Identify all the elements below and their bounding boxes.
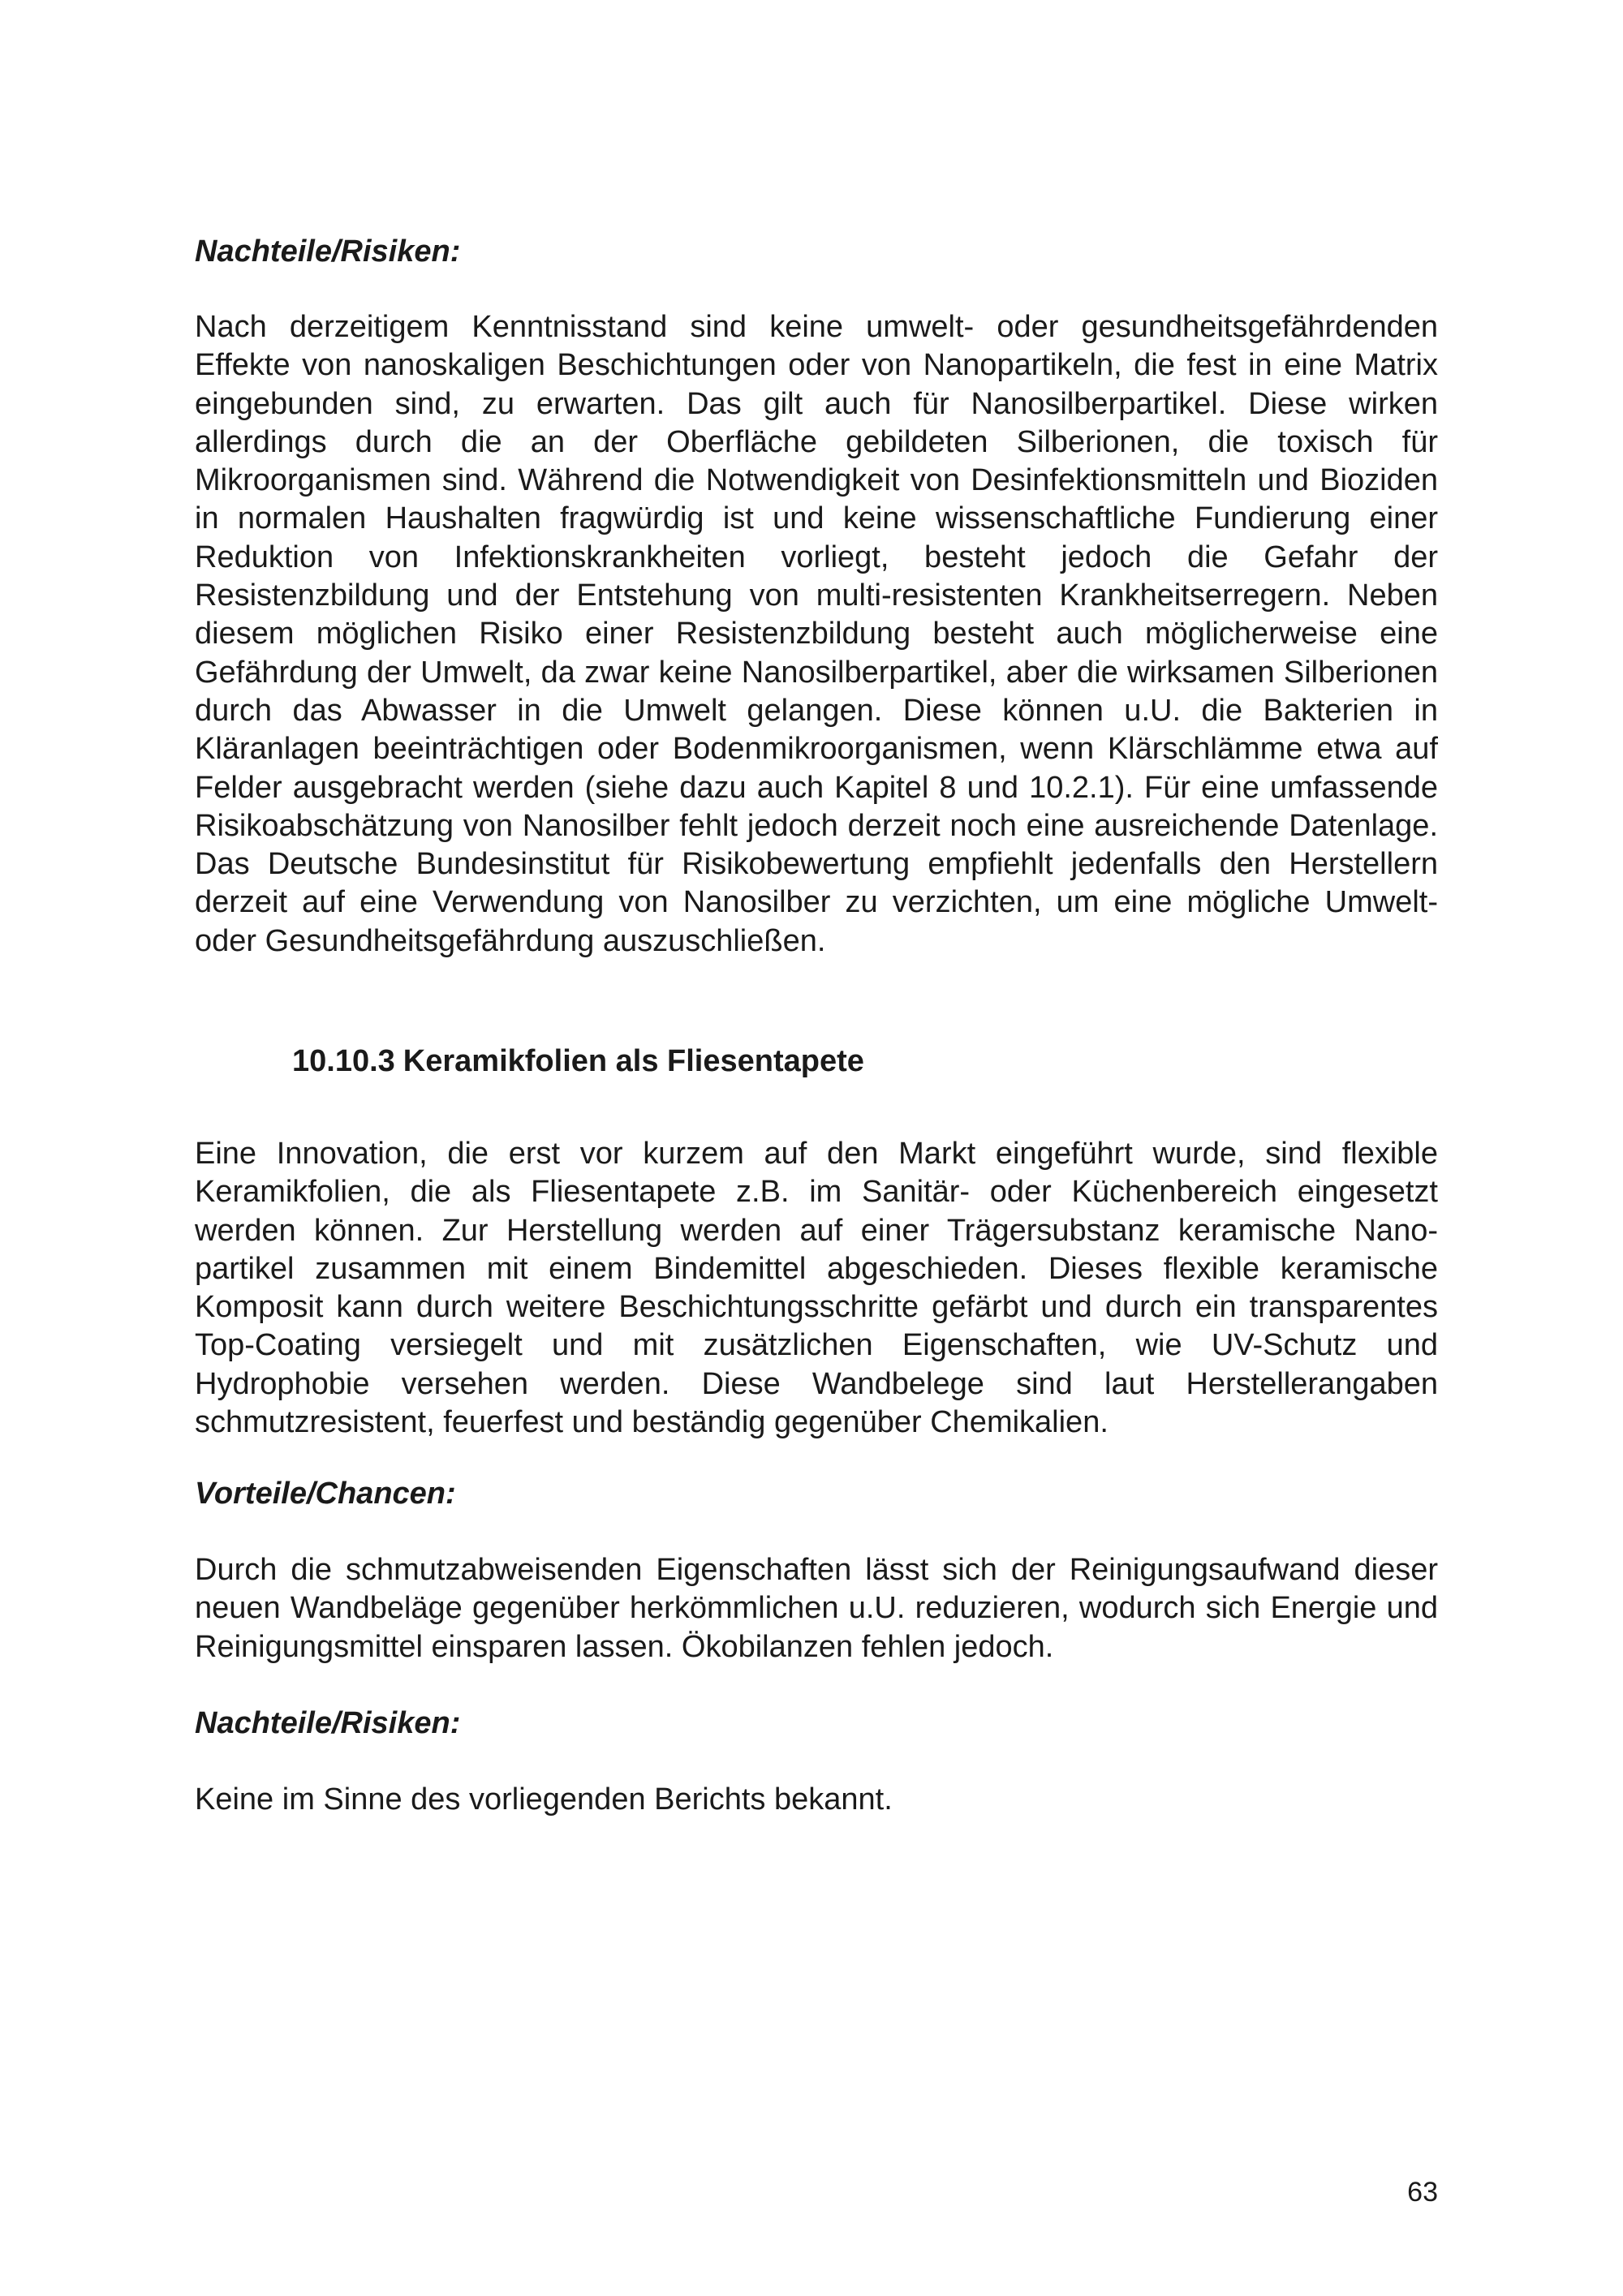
paragraph-advantages: Durch die schmutzabweisenden Eigenschaften lässt sich der Reinigungsaufwand dieser neuen Wandbeläge gegenüber herkömmlichen u.U. reduzieren, wodurch sich Energie und Reinigungsmittel einsparen lassen. Ökobilanzen fehlen jedoch. [195, 1553, 1438, 1664]
section-title-text: Keramikfolien als Fliesentapete [403, 1044, 864, 1078]
page-number: 63 [1407, 2177, 1438, 2208]
subheading-risks-1: Nachteile/Risiken: [195, 234, 461, 269]
paragraph-ceramic-foils: Eine Innovation, die erst vor kurzem auf den Markt eingeführt wurde, sind flexible Keramikfolien, die als Fliesentapete z.B. im Sanitär- oder Küchenbereich eingesetzt werden können. Zur Herstellung werden auf einer Trägersubstanz keramische Nanopartikel zusammen mit einem Bindemittel abgeschieden. Dieses flexible keramische Komposit kann durch weitere Beschichtungsschritte gefärbt und durch ein transparentes Top-Coating versiegelt und mit zusätzlichen Eigenschaften, wie UV-Schutz und Hydrophobie versehen werden. Diese Wandbelege sind laut Herstellerangaben schmutzresistent, feuerfest und beständig gegenüber Chemikalien. [195, 1137, 1438, 1440]
paragraph-risks-none: Keine im Sinne des vorliegenden Berichts bekannt. [195, 1782, 893, 1817]
subheading-advantages: Vorteile/Chancen: [195, 1477, 456, 1511]
section-number: 10.10.3 [292, 1044, 395, 1078]
subheading-risks-2: Nachteile/Risiken: [195, 1706, 461, 1740]
section-heading-10-10-3 [292, 1043, 864, 1080]
paragraph-risks-nanosilver: Nach derzeitigem Kenntnisstand sind keine umwelt- oder gesundheitsgefährdenden Effekte von nanoskaligen Beschichtungen oder von Nanopartikeln, die fest in eine Matrix eingebunden sind, zu erwarten. Das gilt auch für Nanosilberpartikel. Diese wirken allerdings durch die an der Oberfläche gebildeten Silberionen, die toxisch für Mikroorganismen sind. Während die Notwendigkeit von Desinfektionsmitteln und Bioziden in normalen Haushalten fragwürdig ist und keine wissenschaftliche Fundierung einer Reduktion von Infektionskrankheiten vorliegt, besteht jedoch die Gefahr der Resistenzbildung und der Entstehung von multi-resistenten Krankheitserregern. Neben diesem möglichen Risiko einer Resistenzbildung besteht auch möglicherweise eine Gefährdung der Umwelt, da zwar keine Nanosilberpartikel, aber die wirksamen Silberionen durch das Abwasser in die Umwelt gelangen. Diese können u.U. die Bakterien in Kläranlagen beeinträchtigen oder Bodenmikroorganismen, wenn Klärschlämme etwa auf Felder ausgebracht werden (siehe dazu auch Kapitel 8 und 10.2.1). Für eine umfassende Risikoabschätzung von Nanosilber fehlt jedoch derzeit noch eine ausreichende Datenlage. Das Deutsche Bundesinstitut für Risikobewertung empfiehlt jedenfalls den Herstellern derzeit auf eine Verwendung von Nanosilber zu verzichten, um eine mögliche Umwelt- oder Gesundheitsgefährdung auszuschließen. [195, 310, 1438, 958]
